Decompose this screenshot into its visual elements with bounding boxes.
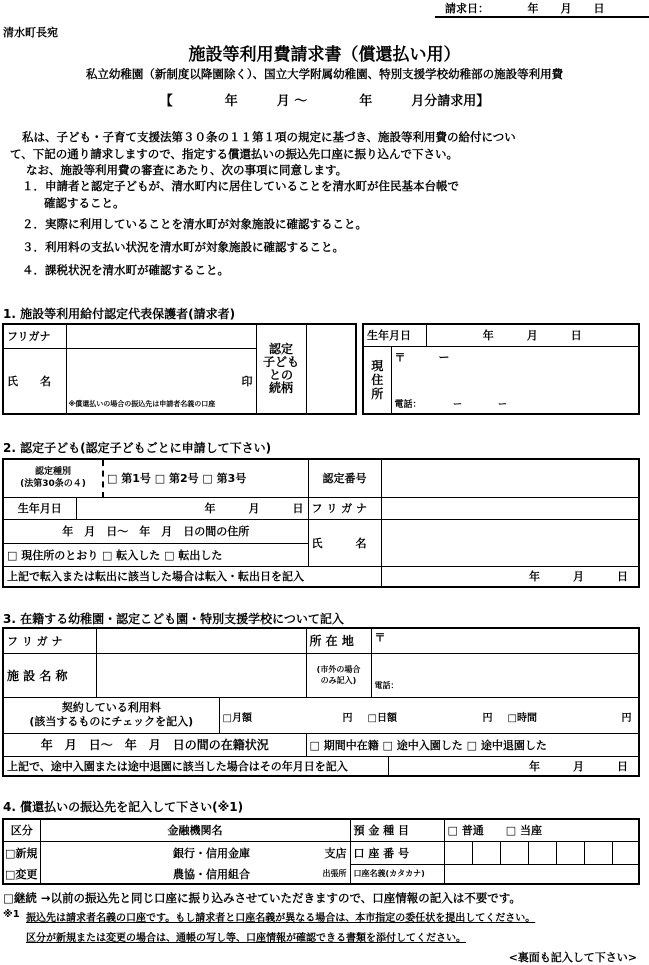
fee-hourly-checkbox[interactable]: □時間 bbox=[507, 712, 537, 724]
fee-monthly-checkbox[interactable]: □月額 bbox=[222, 712, 252, 724]
period[interactable]: 【 年 月 ～ 年 月分請求用】 bbox=[159, 94, 490, 109]
page-title: 施設等利用費請求書（償還払い用） bbox=[188, 45, 461, 65]
account-holder-label: 口座名義(カタカナ) bbox=[350, 864, 444, 884]
new-checkbox[interactable]: □新規 bbox=[3, 841, 40, 864]
branch-2[interactable]: 出張所 bbox=[270, 864, 350, 884]
consent-item: 確認すること。 bbox=[44, 196, 125, 210]
back-side-note: <裏面も記入して下さい> bbox=[508, 951, 637, 964]
account-digit[interactable] bbox=[500, 841, 528, 864]
branch-1[interactable]: 支店 bbox=[270, 841, 350, 864]
furigana-label: フ リ ガ ナ bbox=[3, 628, 96, 653]
phone[interactable]: 電話： bbox=[371, 653, 639, 697]
address-period[interactable]: 年 月 日～ 年 月 日の間の住所 bbox=[3, 519, 308, 543]
postal-code[interactable]: 〒 ー bbox=[394, 350, 450, 364]
note-2: 区分が新規または変更の場合は、通帳の写し等、口座情報が確認できる書類を添付してください。 bbox=[26, 933, 466, 944]
consent-item: １．申請者と認定子どもが、清水町内に居住していることを清水町が住民基本台帳で bbox=[22, 179, 459, 193]
consent-item: ２．実際に利用していることを清水町が対象施設に確認すること。 bbox=[22, 217, 367, 231]
facility-table bbox=[2, 627, 640, 777]
account-holder-field[interactable] bbox=[444, 864, 639, 884]
applicant-table bbox=[2, 323, 357, 415]
location-label: 所 在 地 bbox=[306, 628, 371, 653]
consent-item: ４．課税状況を清水町が確認すること。 bbox=[22, 263, 229, 277]
move-date[interactable]: 年 月 日 bbox=[381, 566, 639, 587]
relation-field[interactable] bbox=[306, 324, 356, 414]
residence-status[interactable]: □ 現住所のとおり □ 転入した □ 転出した bbox=[3, 543, 308, 566]
cert-no-field[interactable] bbox=[381, 459, 639, 497]
bank-type-2[interactable]: 農協・信用組合 bbox=[40, 864, 270, 884]
yen-label: 円 bbox=[482, 712, 493, 724]
enrollment-period[interactable]: 年 月 日～ 年 月 日の間の在籍状況 bbox=[3, 733, 306, 756]
cert-no-label: 認定番号 bbox=[308, 459, 381, 497]
section4-heading: 4. 償還払いの振込先を記入して下さい(※1) bbox=[3, 800, 244, 814]
yen-label: 円 bbox=[342, 712, 353, 724]
fee-daily-checkbox[interactable]: □日額 bbox=[367, 712, 397, 724]
address-label: 現 住 所 bbox=[363, 346, 391, 414]
divider bbox=[435, 16, 649, 18]
name-field[interactable] bbox=[66, 348, 256, 414]
consent-item: ３．利用料の支払い状況を清水町が対象施設に確認すること。 bbox=[22, 240, 344, 254]
account-no-label: 口 座 番 号 bbox=[350, 841, 444, 864]
enrollment-status[interactable]: □ 期間中在籍 □ 途中入園した □ 途中退園した bbox=[306, 733, 639, 756]
account-digit[interactable] bbox=[584, 841, 612, 864]
facility-field[interactable] bbox=[96, 653, 306, 697]
change-note: 上記で、途中入園または途中退園に該当した場合はその年月日を記入 bbox=[3, 756, 388, 776]
addressee: 清水町長宛 bbox=[3, 26, 58, 39]
subtitle: 私立幼稚園（新制度以降園除く）、国立大学附属幼稚園、特別支援学校幼稚部の施設等利用費 bbox=[85, 67, 564, 81]
cert-type-checkboxes[interactable]: □ 第1号 □ 第2号 □ 第3号 bbox=[103, 459, 308, 497]
furigana-field[interactable] bbox=[381, 497, 639, 519]
deposit-type-options[interactable]: □ 普通 □ 当座 bbox=[444, 819, 639, 841]
continue-checkbox[interactable]: □継続 →以前の振込先と同じ口座に振り込みさせていただきますので、口座情報の記入は不要です。 bbox=[3, 891, 521, 905]
deposit-type-label: 預 金 種 目 bbox=[350, 819, 444, 841]
facility-label: 施 設 名 称 bbox=[3, 653, 96, 697]
section2-heading: 2. 認定子ども(認定子どもごとに申請して下さい) bbox=[3, 441, 272, 455]
section3-heading: 3. 在籍する幼稚園・認定こども園・特別支援学校について記入 bbox=[3, 612, 344, 626]
bank-table bbox=[2, 818, 640, 885]
account-digit[interactable] bbox=[556, 841, 584, 864]
furigana-field[interactable] bbox=[96, 628, 306, 653]
bank-name-label: 金融機関名 bbox=[40, 819, 350, 841]
birth-field[interactable]: 年 月 日 bbox=[76, 497, 308, 519]
birth-label: 生年月日 bbox=[363, 324, 426, 346]
intro-line: て、下記の通り請求しますので、指定する償還払いの振込先口座に振り込んで下さい。 bbox=[10, 147, 459, 161]
address-field[interactable] bbox=[391, 346, 639, 414]
cert-type-label: 認定種別 (法第30条の４) bbox=[3, 459, 103, 497]
furigana-field[interactable] bbox=[66, 324, 256, 348]
birth-label: 生年月日 bbox=[3, 497, 76, 519]
intro-line: なお、施設等利用費の審査にあたり、次の事項に同意します。 bbox=[26, 163, 348, 177]
account-digit[interactable] bbox=[444, 841, 472, 864]
intro-line: 私は、子ども・子育て支援法第３０条の１１第１項の規定に基づき、施設等利用費の給付につい bbox=[22, 130, 516, 144]
birth-field[interactable]: 年 月 日 bbox=[426, 324, 639, 346]
change-date[interactable]: 年 月 日 bbox=[388, 756, 639, 776]
furigana-label: フ リ ガ ナ bbox=[308, 497, 381, 519]
kubun-label: 区分 bbox=[3, 819, 40, 841]
request-date[interactable]: 請求日： 年 月 日 bbox=[445, 2, 605, 15]
seal-mark: 印 bbox=[241, 374, 253, 388]
note-1: 振込先は請求者名義の口座です。もし請求者と口座名義が異なる場合は、本市指定の委任状を提出してください。 bbox=[26, 913, 536, 924]
name-label: 氏 名 bbox=[3, 348, 66, 414]
section1-heading: 1. 施設等利用給付認定代表保護者(請求者) bbox=[3, 307, 236, 321]
furigana-label: フリガナ bbox=[3, 324, 66, 348]
yen-label: 円 bbox=[621, 712, 632, 724]
child-table bbox=[2, 458, 640, 588]
name-field[interactable] bbox=[381, 519, 639, 566]
relation-label: 認定 子ども との 続柄 bbox=[256, 324, 306, 414]
fee-label: 契約している利用料 (該当するものにチェックを記入) bbox=[3, 697, 219, 733]
account-digit[interactable] bbox=[472, 841, 500, 864]
phone[interactable]: 電話： ー ー bbox=[394, 399, 508, 410]
change-checkbox[interactable]: □変更 bbox=[3, 864, 40, 884]
postal-code[interactable]: 〒 bbox=[371, 628, 639, 653]
move-note: 上記で転入または転出に該当した場合は転入・転出日を記入 bbox=[3, 566, 381, 587]
fee-field[interactable] bbox=[219, 697, 639, 733]
bank-type-1[interactable]: 銀行・信用金庫 bbox=[40, 841, 270, 864]
applicant-address-table bbox=[362, 323, 640, 415]
location-note: (市外の場合 のみ記入) bbox=[306, 653, 371, 697]
note-mark: ※1 bbox=[3, 909, 20, 920]
account-digit[interactable] bbox=[528, 841, 556, 864]
name-note: ※償還払いの場合の振込先は申請者名義の口座 bbox=[68, 399, 216, 408]
name-label: 氏 名 bbox=[308, 519, 381, 566]
account-digit[interactable] bbox=[612, 841, 639, 864]
